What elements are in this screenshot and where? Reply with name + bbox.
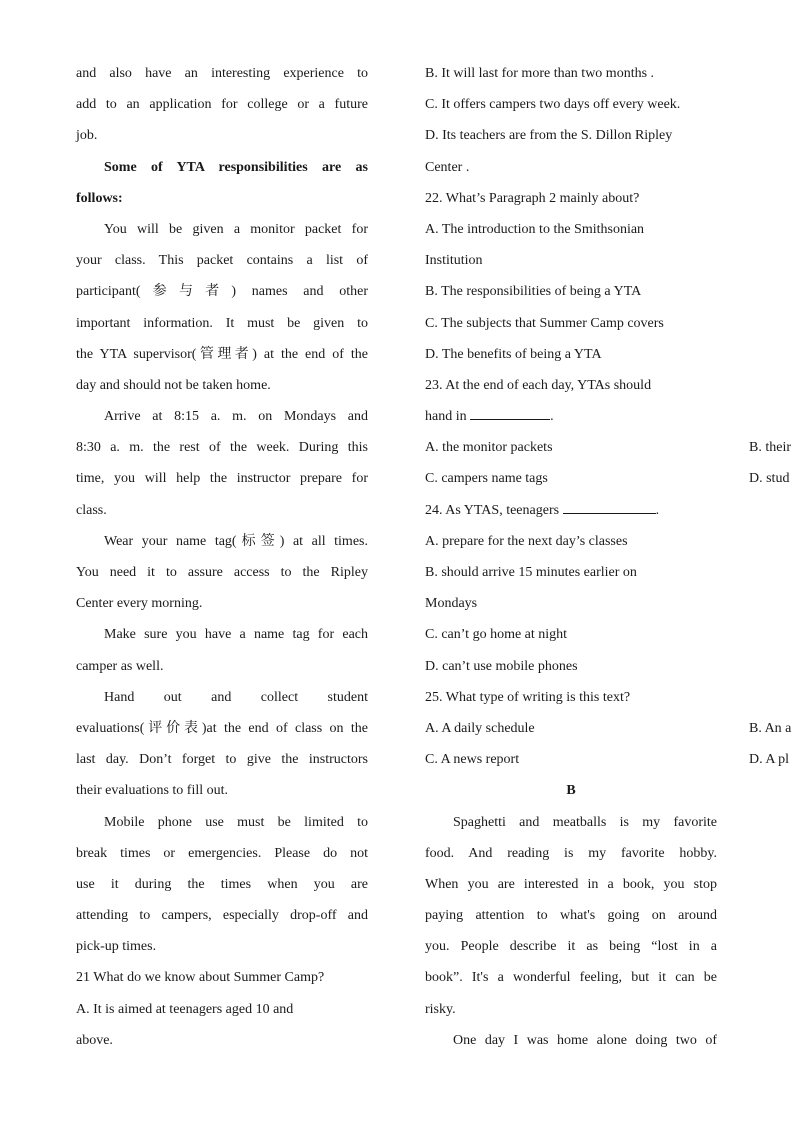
text-line: camper as well. [76,658,164,674]
text-line: When you are interested in a book, you stop [425,876,717,892]
option-row [425,713,794,744]
answer-option: C. It offers campers two days off every week. [425,97,681,113]
text-line: their evaluations to fill out. [76,783,229,799]
question-24: 24. As YTAS, teenagers . [425,495,794,526]
answer-option: Center . [425,159,470,175]
text-line: Spaghetti and meatballs is my favorite [453,814,717,830]
answer-option: B. An a [749,720,792,736]
section-heading: Some of YTA responsibilities are as [104,159,368,175]
text-line: food. And reading is my favorite hobby. [425,845,717,861]
text-line: add to an application for college or a future [76,97,368,113]
option-row [425,744,794,775]
answer-option: D. Its teachers are from the S. Dillon Ripley [425,128,673,144]
text-line: Mobile phone use must be limited to [104,814,368,830]
option-row [425,463,794,494]
text-line: break times or emergencies. Please do not [76,845,368,861]
answer-option: B. should arrive 15 minutes earlier on [425,565,637,580]
text-line: use it during the times when you are [76,876,368,892]
answer-option: C. campers name tags [425,471,548,487]
text-line: you. People describe it as being “lost in a [425,939,717,955]
section-heading: follows: [76,190,123,206]
answer-option: above. [76,1032,113,1048]
answer-blank [563,499,656,514]
text-line: pick-up times. [76,939,157,955]
text-line: paying attention to what's going on around [425,908,717,924]
question-23-blank-line: hand in . [425,401,794,432]
answer-option: A. It is aimed at teenagers aged 10 and [76,1001,294,1017]
text-line: job. [76,128,98,144]
answer-option: D. The benefits of being a YTA [425,346,602,362]
text-line: attending to campers, especially drop-off and [76,908,368,924]
answer-option: B. their [749,440,791,456]
answer-option: D. can’t use mobile phones [425,658,578,674]
text-line: important information. It must be given to [76,315,368,331]
option-row [425,432,794,463]
text-line: Arrive at 8:15 a. m. on Mondays and [104,409,368,425]
left-column [76,58,368,1056]
question-25: 25. What type of writing is this text? [425,689,631,705]
answer-option: D. A pl [749,752,790,768]
answer-option: C. A news report [425,752,520,768]
answer-blank [470,405,550,420]
text-line: Hand out and collect student [104,689,368,705]
answer-option: A. The introduction to the Smithsonian [425,221,645,237]
text-line: day and should not be taken home. [76,377,271,393]
text-line: You will be given a monitor packet for [104,221,368,237]
question-21: 21 What do we know about Summer Camp? [76,970,325,986]
answer-option: Institution [425,253,483,269]
answer-option: C. can’t go home at night [425,627,568,643]
answer-option: D. stud [749,471,790,487]
question-text: hand in [425,409,467,425]
answer-option: Mondays [425,596,478,612]
text-line: You need it to assure access to the Ripley [76,565,368,580]
text-line: risky. [425,1001,456,1017]
text-line: time, you will help the instructor prepare for [76,471,368,487]
text-line: the YTA supervisor(管理者) at the end of the [76,346,368,362]
text-line: class. [76,502,107,518]
text-line: Center every morning. [76,596,203,612]
text-line: Wear your name tag(标签) at all times. [104,533,368,549]
answer-option: A. the monitor packets [425,440,553,456]
answer-option: C. The subjects that Summer Camp covers [425,315,664,331]
question-22: 22. What’s Paragraph 2 mainly about? [425,190,640,206]
answer-option: A. prepare for the next day’s classes [425,533,628,549]
text-line: book”. It's a wonderful feeling, but it can be [425,970,717,986]
text-line: evaluations(评价表)at the end of class on the [76,720,368,736]
text-line: 8:30 a. m. the rest of the week. During this [76,440,368,456]
text-line: One day I was home alone doing two of [453,1032,717,1048]
text-line: participant(参与者) names and other [76,284,368,300]
right-column [425,58,794,1056]
section-b-heading: B [566,783,576,799]
text-line: your class. This packet contains a list of [76,253,368,269]
answer-option: B. It will last for more than two months . [425,66,655,81]
text-line: last day. Don’t forget to give the instructors [76,752,368,768]
text-line: and also have an interesting experience to [76,66,368,81]
answer-option: A. A daily schedule [425,720,535,736]
text-line: Make sure you have a name tag for each [104,627,368,643]
answer-option: B. The responsibilities of being a YTA [425,284,642,300]
question-23: 23. At the end of each day, YTAs should [425,377,652,393]
question-text: 24. As YTAS, teenagers [425,502,560,518]
